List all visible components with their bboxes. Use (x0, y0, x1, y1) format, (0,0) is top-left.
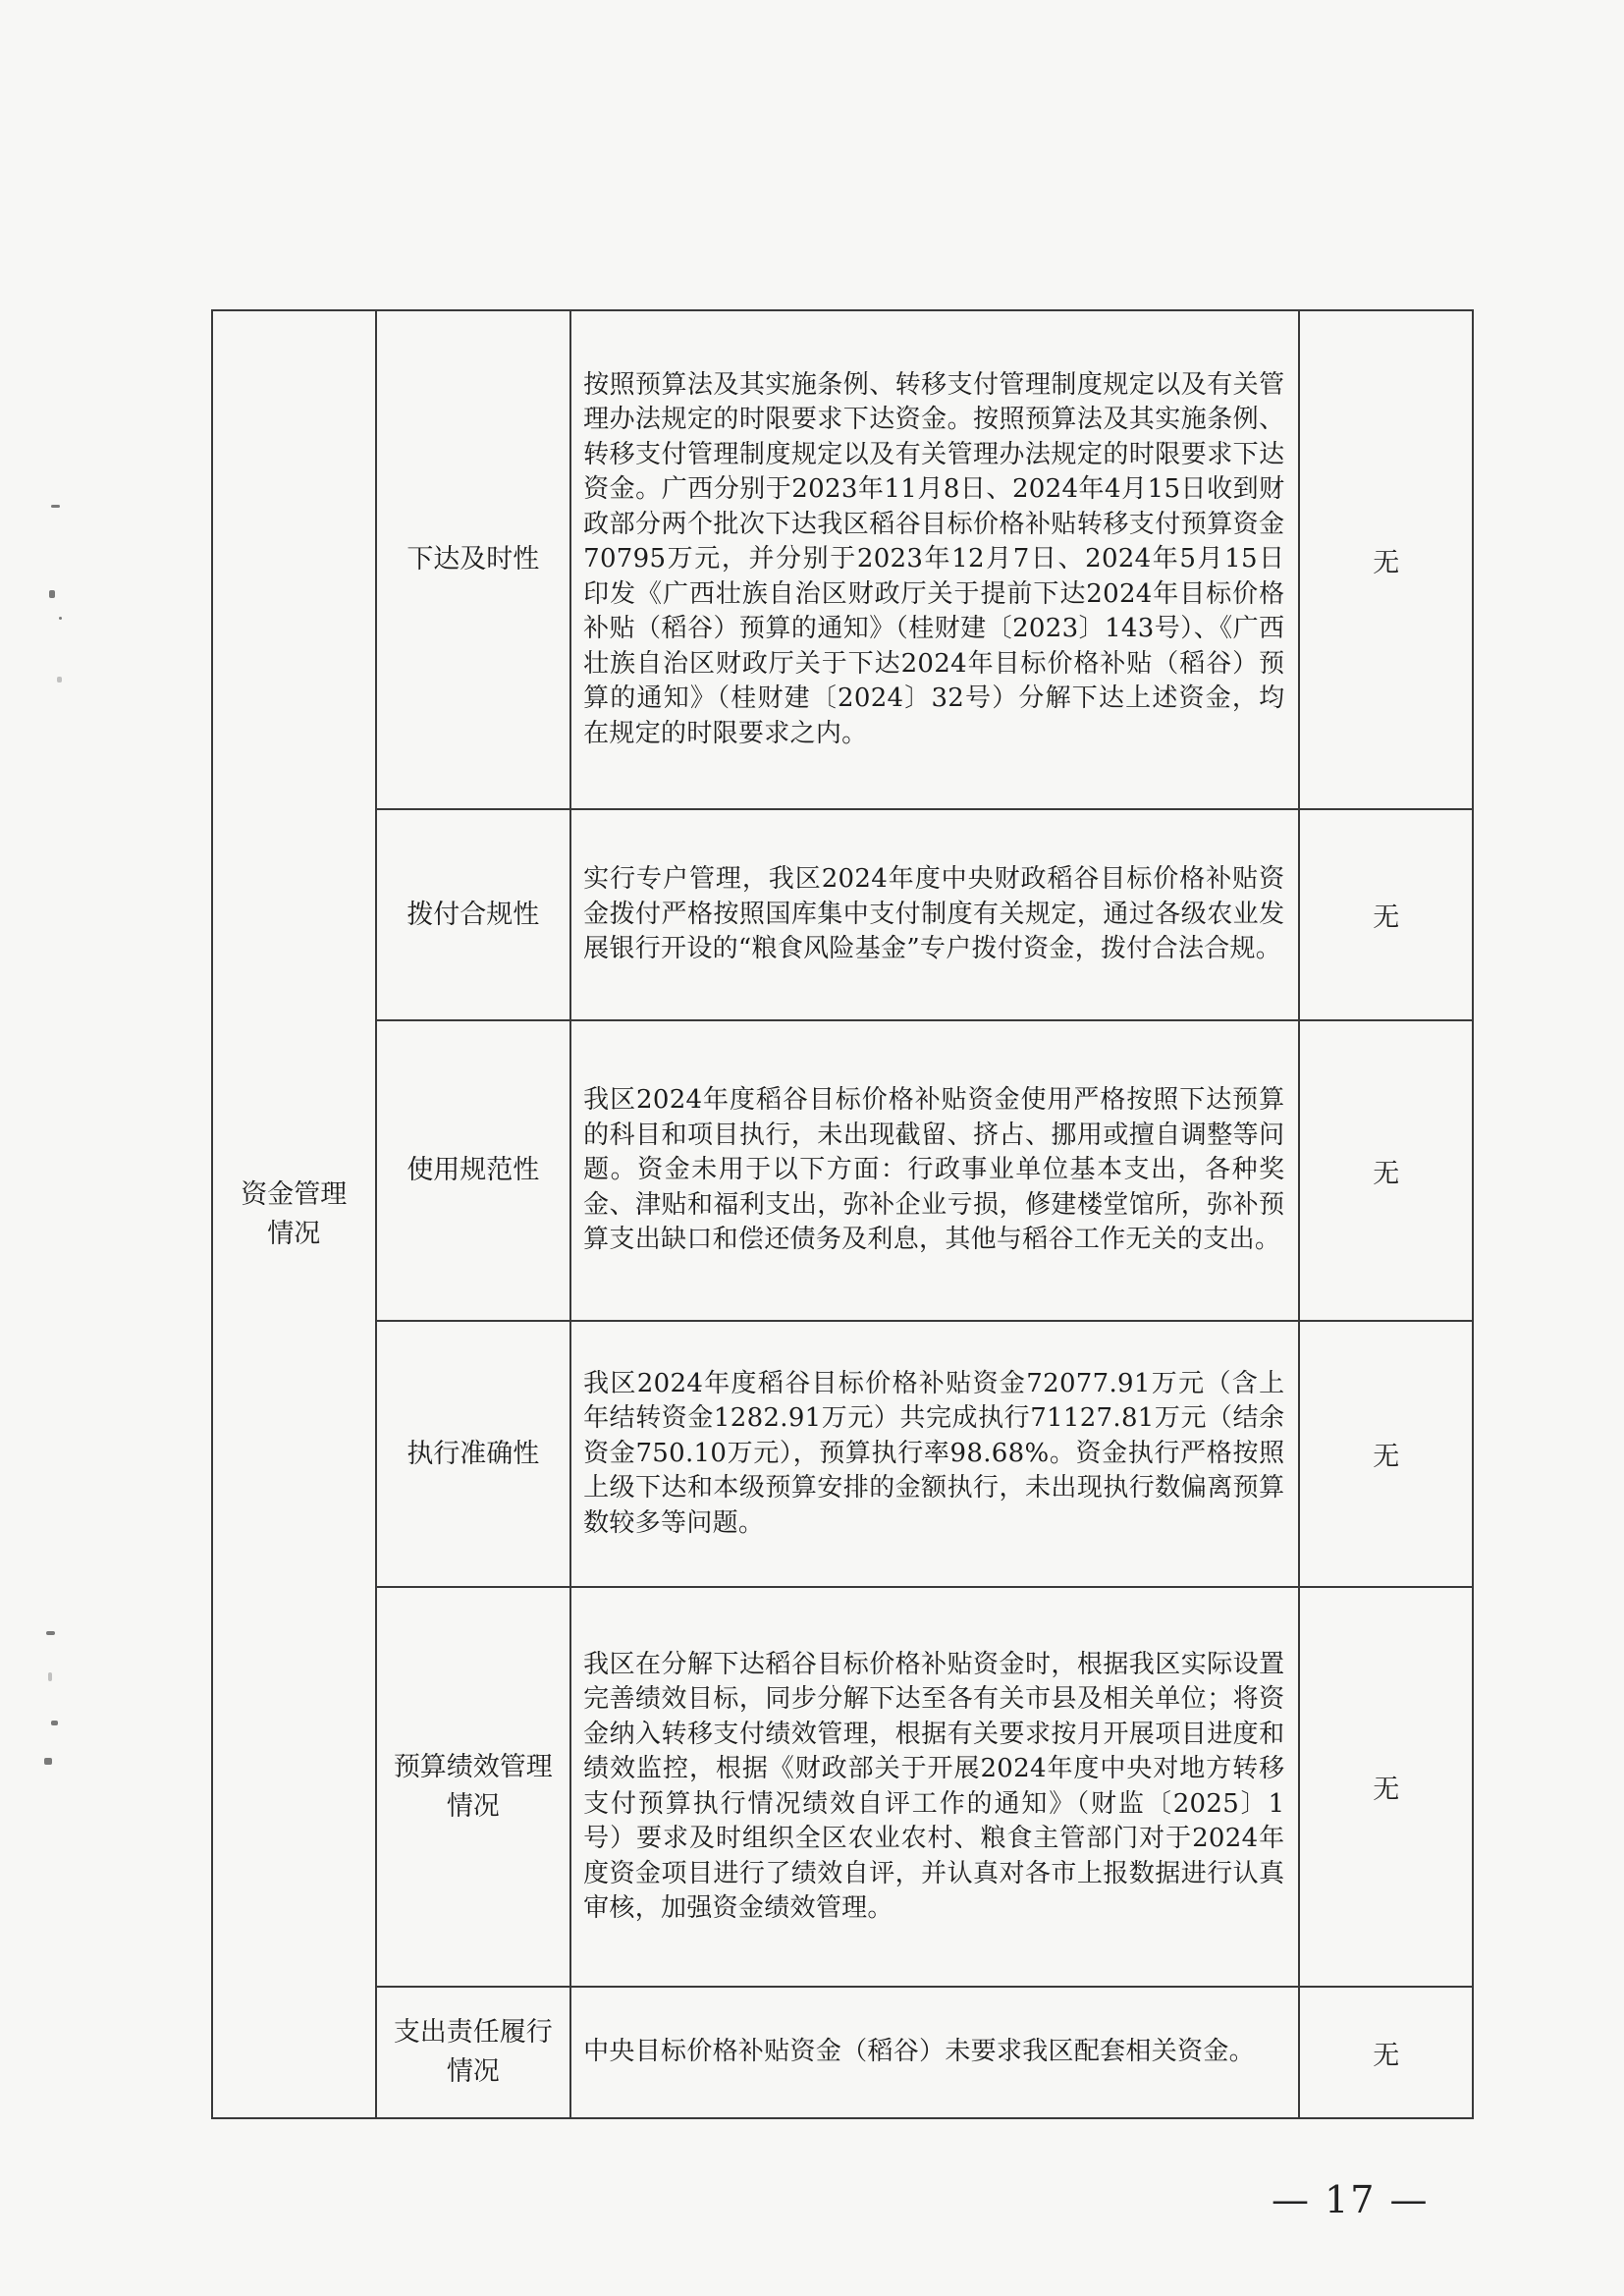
item-name-cell: 下达及时性 (376, 310, 571, 809)
fund-management-table (211, 309, 1474, 2119)
table-row (212, 1587, 1473, 1987)
table-row (212, 1020, 1473, 1321)
table-row (212, 1987, 1473, 2118)
item-name-cell: 支出责任履行情况 (376, 1987, 571, 2118)
table-row (212, 310, 1473, 809)
page-number: — 17 — (1272, 2178, 1430, 2221)
item-result-cell: 无 (1299, 809, 1473, 1020)
scan-mark (57, 677, 62, 683)
scan-mark (48, 1672, 52, 1681)
table-row (212, 809, 1473, 1020)
scan-mark (59, 617, 62, 620)
item-content-cell: 我区2024年度稻谷目标价格补贴资金使用严格按照下达预算的科目和项目执行，未出现截留、挤占、挪用或擅自调整等问题。资金未用于以下方面：行政事业单位基本支出，各种奖金、津贴和福利支出，弥补企业亏损，修建楼堂馆所，弥补预算支出缺口和偿还债务及利息，其他与稻谷工作无关的支出。 (570, 1020, 1299, 1321)
item-content-cell: 我区在分解下达稻谷目标价格补贴资金时，根据我区实际设置完善绩效目标，同步分解下达至各有关市县及相关单位；将资金纳入转移支付绩效管理，根据有关要求按月开展项目进度和绩效监控，根据《财政部关于开展2024年度中央对地方转移支付预算执行情况绩效自评工作的通知》（财监〔2025〕1号）要求及时组织全区农业农村、粮食主管部门对于2024年度资金项目进行了绩效自评，并认真对各市上报数据进行认真审核，加强资金绩效管理。 (570, 1587, 1299, 1987)
item-result-cell: 无 (1299, 310, 1473, 809)
item-result-cell: 无 (1299, 1321, 1473, 1587)
item-name-cell: 执行准确性 (376, 1321, 571, 1587)
item-name-cell: 拨付合规性 (376, 809, 571, 1020)
table-row (212, 1321, 1473, 1587)
item-result-cell: 无 (1299, 1987, 1473, 2118)
scan-mark (46, 1631, 55, 1635)
item-content-cell: 我区2024年度稻谷目标价格补贴资金72077.91万元（含上年结转资金1282.91万元）共完成执行71127.81万元（结余资金750.10万元），预算执行率98.68%。资金执行严格按照上级下达和本级预算安排的金额执行，未出现执行数偏离预算数较多等问题。 (570, 1321, 1299, 1587)
category-cell: 资金管理情况 (212, 310, 376, 2118)
scan-mark (44, 1758, 52, 1765)
item-result-cell: 无 (1299, 1587, 1473, 1987)
scan-mark (51, 1721, 58, 1725)
scan-mark (51, 505, 60, 508)
item-name-cell: 预算绩效管理情况 (376, 1587, 571, 1987)
scan-mark (49, 590, 55, 598)
item-result-cell: 无 (1299, 1020, 1473, 1321)
item-content-cell: 实行专户管理，我区2024年度中央财政稻谷目标价格补贴资金拨付严格按照国库集中支付制度有关规定，通过各级农业发展银行开设的“粮食风险基金”专户拨付资金，拨付合法合规。 (570, 809, 1299, 1020)
item-content-cell: 中央目标价格补贴资金（稻谷）未要求我区配套相关资金。 (570, 1987, 1299, 2118)
item-content-cell: 按照预算法及其实施条例、转移支付管理制度规定以及有关管理办法规定的时限要求下达资金。按照预算法及其实施条例、转移支付管理制度规定以及有关管理办法规定的时限要求下达资金。广西分别于2023年11月8日、2024年4月15日收到财政部分两个批次下达我区稻谷目标价格补贴转移支付预算资金70795万元，并分别于2023年12月7日、2024年5月15日印发《广西壮族自治区财政厅关于提前下达2024年目标价格补贴（稻谷）预算的通知》（桂财建〔2023〕143号）、《广西壮族自治区财政厅关于下达2024年目标价格补贴（稻谷）预算的通知》（桂财建〔2024〕32号）分解下达上述资金，均在规定的时限要求之内。 (570, 310, 1299, 809)
item-name-cell: 使用规范性 (376, 1020, 571, 1321)
